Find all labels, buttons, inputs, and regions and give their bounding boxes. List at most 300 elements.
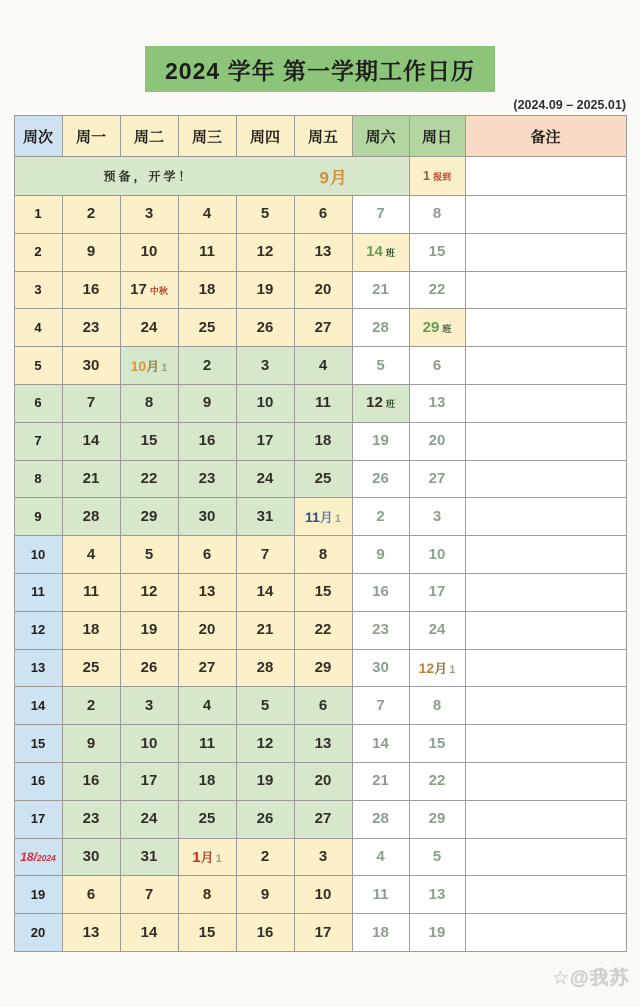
- cell-text: 13: [428, 885, 446, 903]
- day-cell: [62, 800, 120, 838]
- cell-text: 12: [418, 659, 435, 676]
- cell-text: 3: [34, 281, 42, 297]
- day-cell: [62, 271, 120, 309]
- cell-text: 5: [34, 357, 42, 373]
- day-cell: [62, 384, 120, 422]
- cell-text: 16: [82, 280, 100, 298]
- day-cell: [294, 233, 352, 271]
- day-cell: [352, 762, 409, 800]
- cell-text: 28: [256, 658, 274, 676]
- cell-text: 12: [256, 734, 274, 752]
- cell-text: 12: [30, 622, 46, 638]
- cell-text: 28: [372, 810, 389, 828]
- cell-text: 6: [318, 205, 328, 223]
- cell-text: 31: [256, 507, 274, 525]
- month-label-september: 9月: [319, 168, 348, 188]
- cell-text: 27: [314, 810, 332, 828]
- day-cell: [236, 725, 294, 763]
- cell-text: 月: [200, 849, 214, 865]
- cell-text: 17: [130, 280, 147, 298]
- column-header-周次: 周次: [14, 116, 62, 157]
- day-cell: [62, 233, 120, 271]
- cell-text: 19: [428, 923, 446, 941]
- day-cell: [409, 347, 465, 385]
- week-row-9: [14, 498, 626, 536]
- day-cell: [409, 233, 465, 271]
- cell-text: 14: [30, 697, 46, 713]
- cell-text: 8: [34, 470, 42, 486]
- cell-text: 4: [86, 545, 96, 563]
- week-row-12: [14, 611, 626, 649]
- day-cell: [294, 800, 352, 838]
- cell-text: 23: [198, 469, 216, 487]
- cell-text: 20: [314, 280, 332, 298]
- remark-cell: [465, 196, 626, 234]
- day-cell: [236, 876, 294, 914]
- day-cell: [294, 460, 352, 498]
- day-cell: [409, 649, 465, 687]
- day-cell: [120, 384, 178, 422]
- cell-text: 22: [140, 469, 158, 487]
- day-cell: [62, 687, 120, 725]
- remark-cell: [465, 347, 626, 385]
- day-cell: [409, 573, 465, 611]
- cell-text: 20: [428, 432, 446, 450]
- column-header-备注: 备注: [465, 116, 626, 157]
- day-cell: [294, 876, 352, 914]
- week-row-10: [14, 536, 626, 574]
- day-cell: [120, 460, 178, 498]
- cell-text: 29: [140, 507, 158, 525]
- cell-text: 26: [140, 658, 158, 676]
- cell-text: 19: [256, 280, 274, 298]
- day-cell: [409, 800, 465, 838]
- cell-text: 21: [372, 772, 389, 790]
- cell-text: 21: [372, 280, 389, 298]
- cell-text: 7: [144, 885, 154, 903]
- week-number-cell: [14, 725, 62, 763]
- cell-text: 10: [140, 243, 158, 261]
- day-cell: [352, 460, 409, 498]
- day-cell: [294, 914, 352, 952]
- day-cell: [352, 309, 409, 347]
- cell-text: 8: [202, 885, 212, 903]
- week-number-cell: [14, 649, 62, 687]
- cell-text: 3: [144, 205, 154, 223]
- day-cell: [120, 876, 178, 914]
- cell-text: 28: [372, 318, 389, 336]
- cell-text: 1: [34, 206, 42, 222]
- cell-text: 30: [198, 507, 216, 525]
- day-cell: [120, 611, 178, 649]
- week-row-6: [14, 384, 626, 422]
- remark-cell: [465, 422, 626, 460]
- cell-text: 15: [428, 734, 446, 752]
- day-cell: [409, 498, 465, 536]
- day-cell: [236, 196, 294, 234]
- day-cell: [409, 271, 465, 309]
- remark-cell: [465, 800, 626, 838]
- day-cell: [294, 309, 352, 347]
- remark-cell: [465, 687, 626, 725]
- remark-cell: [465, 309, 626, 347]
- day-cell: [294, 573, 352, 611]
- column-header-周一: 周一: [62, 116, 120, 157]
- cell-text: 11: [31, 584, 45, 600]
- day-cell: [409, 762, 465, 800]
- cell-text: 1: [422, 168, 431, 183]
- day-cell: [236, 233, 294, 271]
- cell-text: 1: [192, 848, 201, 866]
- cell-text: 16: [198, 432, 216, 450]
- cell-text: 16: [256, 923, 274, 941]
- remark-cell: [465, 838, 626, 876]
- day-cell: [236, 573, 294, 611]
- day-cell: [409, 611, 465, 649]
- cell-text: 11: [305, 508, 320, 525]
- cell-text: 18: [82, 621, 100, 639]
- cell-text: 7: [34, 433, 42, 449]
- day-cell: [294, 422, 352, 460]
- cell-text: 9: [202, 394, 212, 412]
- cell-text: 17: [428, 583, 446, 601]
- day-cell: [352, 573, 409, 611]
- day-cell: [352, 498, 409, 536]
- cell-text: 28: [82, 507, 100, 525]
- day-cell: [294, 838, 352, 876]
- day-cell: [352, 800, 409, 838]
- cell-text: 5: [432, 847, 442, 865]
- day-cell: [409, 876, 465, 914]
- column-header-周三: 周三: [178, 116, 236, 157]
- day-cell: [120, 196, 178, 234]
- cell-text: 2: [86, 696, 96, 714]
- cell-text: 20: [198, 621, 216, 639]
- cell-text: 30: [82, 356, 100, 374]
- cell-text: 13: [428, 394, 446, 412]
- cell-text: 9: [376, 545, 385, 563]
- day-cell: [294, 611, 352, 649]
- day-cell: [178, 233, 236, 271]
- cell-text: 7: [376, 205, 385, 223]
- day-cell: [120, 725, 178, 763]
- cell-text: 15: [198, 923, 216, 941]
- week-number-cell: [14, 422, 62, 460]
- cell-text: 11: [315, 394, 331, 412]
- day-cell: [294, 498, 352, 536]
- day-cell: [120, 914, 178, 952]
- cell-text: 4: [202, 696, 212, 714]
- column-header-周二: 周二: [120, 116, 178, 157]
- day-cell: [178, 498, 236, 536]
- day-cell: [294, 762, 352, 800]
- day-cell: [409, 196, 465, 234]
- week-number-cell: [14, 233, 62, 271]
- wosu-watermark: ☆@我苏: [552, 968, 630, 989]
- day-cell: [120, 762, 178, 800]
- cell-text: 3: [260, 356, 270, 374]
- cell-text: 9: [86, 734, 96, 752]
- week-number-cell: [14, 384, 62, 422]
- day-cell: [178, 271, 236, 309]
- cell-text: 10: [314, 885, 332, 903]
- day-cell: [236, 687, 294, 725]
- cell-text: 25: [198, 810, 216, 828]
- day-cell: [294, 347, 352, 385]
- september-banner-cell: [14, 157, 409, 196]
- day-cell: [236, 347, 294, 385]
- day-cell: [62, 460, 120, 498]
- cell-text: 3: [432, 507, 442, 525]
- cell-text: 月: [319, 509, 333, 525]
- day-cell: [178, 536, 236, 574]
- day-cell: [294, 536, 352, 574]
- semester-date-range: (2024.09 – 2025.01): [513, 98, 626, 112]
- day-cell: [352, 687, 409, 725]
- cell-text: 16: [372, 583, 389, 601]
- day-cell: [120, 573, 178, 611]
- cell-text: 2: [260, 847, 270, 865]
- day-cell: [294, 196, 352, 234]
- cell-text: 5: [260, 205, 270, 223]
- day-cell: [178, 876, 236, 914]
- day-cell: [352, 233, 409, 271]
- cell-text: 11: [199, 243, 215, 261]
- cell-text: 1: [215, 852, 222, 865]
- week-row-17: [14, 800, 626, 838]
- cell-text: 2: [86, 205, 96, 223]
- day-cell: [178, 838, 236, 876]
- day-cell: [62, 725, 120, 763]
- cell-text: 25: [198, 318, 216, 336]
- day-cell: [178, 725, 236, 763]
- cell-text: 12: [366, 394, 383, 412]
- cell-text: 10: [428, 545, 446, 563]
- cell-text: 5: [260, 696, 270, 714]
- week-row-11: [14, 573, 626, 611]
- cell-text: 18/: [20, 849, 37, 864]
- remark-cell: [465, 611, 626, 649]
- cell-text: 27: [428, 469, 446, 487]
- day-cell: [120, 347, 178, 385]
- week-number-cell: [14, 498, 62, 536]
- day-cell: [294, 271, 352, 309]
- cell-text: 13: [314, 734, 332, 752]
- day-cell: [236, 611, 294, 649]
- cell-text: 14: [366, 243, 383, 261]
- remark-cell: [465, 725, 626, 763]
- day-cell: [178, 611, 236, 649]
- cell-text: 20: [30, 924, 46, 940]
- day-cell: [62, 649, 120, 687]
- day-cell: [352, 196, 409, 234]
- cell-text: 18: [372, 923, 389, 941]
- cell-text: 月: [146, 358, 160, 374]
- cell-text: 4: [318, 356, 328, 374]
- report-day-cell: [409, 157, 465, 196]
- day-cell: [236, 800, 294, 838]
- column-header-周五: 周五: [294, 116, 352, 157]
- day-cell: [178, 422, 236, 460]
- cell-text: 16: [30, 773, 46, 789]
- week-row-4: [14, 309, 626, 347]
- cell-text: 22: [428, 772, 446, 790]
- day-cell: [120, 271, 178, 309]
- cell-text: 6: [432, 356, 442, 374]
- day-cell: [409, 914, 465, 952]
- cell-text: 8: [432, 205, 442, 223]
- day-cell: [294, 725, 352, 763]
- cell-text: 17: [314, 923, 332, 941]
- cell-text: 30: [82, 847, 100, 865]
- cell-text: 17: [30, 811, 46, 827]
- remark-cell: [465, 460, 626, 498]
- cell-text: 4: [34, 319, 42, 335]
- remark-cell: [465, 762, 626, 800]
- cell-text: 21: [82, 469, 100, 487]
- week-number-cell: [14, 271, 62, 309]
- day-cell: [236, 498, 294, 536]
- remark-cell: [465, 498, 626, 536]
- cell-text: 15: [314, 583, 332, 601]
- cell-text: 11: [83, 583, 99, 601]
- cell-text: 22: [314, 621, 332, 639]
- day-cell: [62, 498, 120, 536]
- day-cell: [409, 309, 465, 347]
- cell-text: 2024: [36, 852, 56, 863]
- week-number-cell: [14, 687, 62, 725]
- cell-text: 19: [372, 432, 389, 450]
- cell-text: 19: [140, 621, 158, 639]
- day-cell: [352, 536, 409, 574]
- remark-cell: [465, 233, 626, 271]
- cell-text: 5: [144, 545, 154, 563]
- week-number-cell: [14, 876, 62, 914]
- remark-cell: [465, 573, 626, 611]
- day-cell: [352, 725, 409, 763]
- column-header-周日: 周日: [409, 116, 465, 157]
- week-row-19: [14, 876, 626, 914]
- cell-text: 26: [256, 810, 274, 828]
- cell-text: 19: [256, 772, 274, 790]
- day-cell: [120, 536, 178, 574]
- cell-text: 1: [334, 512, 341, 525]
- day-cell: [294, 384, 352, 422]
- week-row-3: [14, 271, 626, 309]
- day-cell: [352, 876, 409, 914]
- title-bar: [0, 46, 640, 92]
- cell-text: 22: [428, 280, 446, 298]
- column-header-周四: 周四: [236, 116, 294, 157]
- day-cell: [352, 384, 409, 422]
- cell-text: 9: [34, 508, 42, 524]
- week-number-cell: [14, 800, 62, 838]
- day-cell: [352, 838, 409, 876]
- day-cell: [62, 762, 120, 800]
- day-cell: [120, 838, 178, 876]
- day-cell: [294, 649, 352, 687]
- day-cell: [236, 762, 294, 800]
- cell-text: 9: [86, 243, 96, 261]
- cell-text: 10: [130, 357, 147, 374]
- day-cell: [236, 422, 294, 460]
- cell-text: 27: [198, 658, 216, 676]
- day-cell: [178, 914, 236, 952]
- cell-text: 29: [314, 658, 332, 676]
- cell-text: 29: [422, 318, 440, 336]
- cell-text: 7: [86, 394, 96, 412]
- cell-text: 6: [202, 545, 212, 563]
- day-cell: [352, 649, 409, 687]
- cell-text: 15: [30, 735, 46, 751]
- day-cell: [352, 347, 409, 385]
- day-cell: [236, 649, 294, 687]
- cell-text: 30: [372, 658, 389, 676]
- day-cell: [409, 422, 465, 460]
- cell-text: 11: [199, 734, 215, 752]
- day-cell: [409, 460, 465, 498]
- cell-text: 2: [202, 356, 212, 374]
- cell-text: 8: [144, 394, 154, 412]
- day-cell: [178, 687, 236, 725]
- day-cell: [62, 196, 120, 234]
- cell-text: 29: [428, 810, 446, 828]
- day-cell: [236, 271, 294, 309]
- cell-text: 18: [198, 280, 216, 298]
- day-cell: [178, 196, 236, 234]
- remark-cell: [465, 914, 626, 952]
- cell-text: 25: [82, 658, 100, 676]
- cell-text: 8: [432, 696, 442, 714]
- day-cell: [409, 838, 465, 876]
- remark-cell: [465, 384, 626, 422]
- cell-text: 18: [198, 772, 216, 790]
- week-number-cell: [14, 196, 62, 234]
- day-cell: [178, 309, 236, 347]
- cell-text: 14: [140, 923, 158, 941]
- cell-text: 13: [314, 243, 332, 261]
- day-cell: [62, 309, 120, 347]
- day-cell: [352, 611, 409, 649]
- cell-text: 10: [30, 546, 46, 562]
- cell-text: 班: [442, 323, 452, 334]
- day-cell: [236, 309, 294, 347]
- cell-text: 21: [256, 621, 274, 639]
- cell-text: 7: [260, 545, 270, 563]
- cell-text: 23: [372, 621, 389, 639]
- day-cell: [409, 384, 465, 422]
- day-cell: [62, 838, 120, 876]
- cell-text: 7: [376, 696, 385, 714]
- day-cell: [409, 687, 465, 725]
- week-number-cell: [14, 460, 62, 498]
- day-cell: [236, 914, 294, 952]
- cell-text: 17: [140, 772, 158, 790]
- cell-text: 5: [376, 356, 385, 374]
- calendar-table: [14, 115, 627, 952]
- cell-text: 2: [376, 507, 385, 525]
- day-cell: [62, 347, 120, 385]
- week-row-14: [14, 687, 626, 725]
- day-cell: [62, 573, 120, 611]
- day-cell: [178, 649, 236, 687]
- remark-cell: [465, 271, 626, 309]
- remark-cell: [465, 649, 626, 687]
- day-cell: [236, 838, 294, 876]
- week-number-cell: [14, 914, 62, 952]
- cell-text: 14: [372, 734, 389, 752]
- cell-text: 6: [34, 395, 42, 411]
